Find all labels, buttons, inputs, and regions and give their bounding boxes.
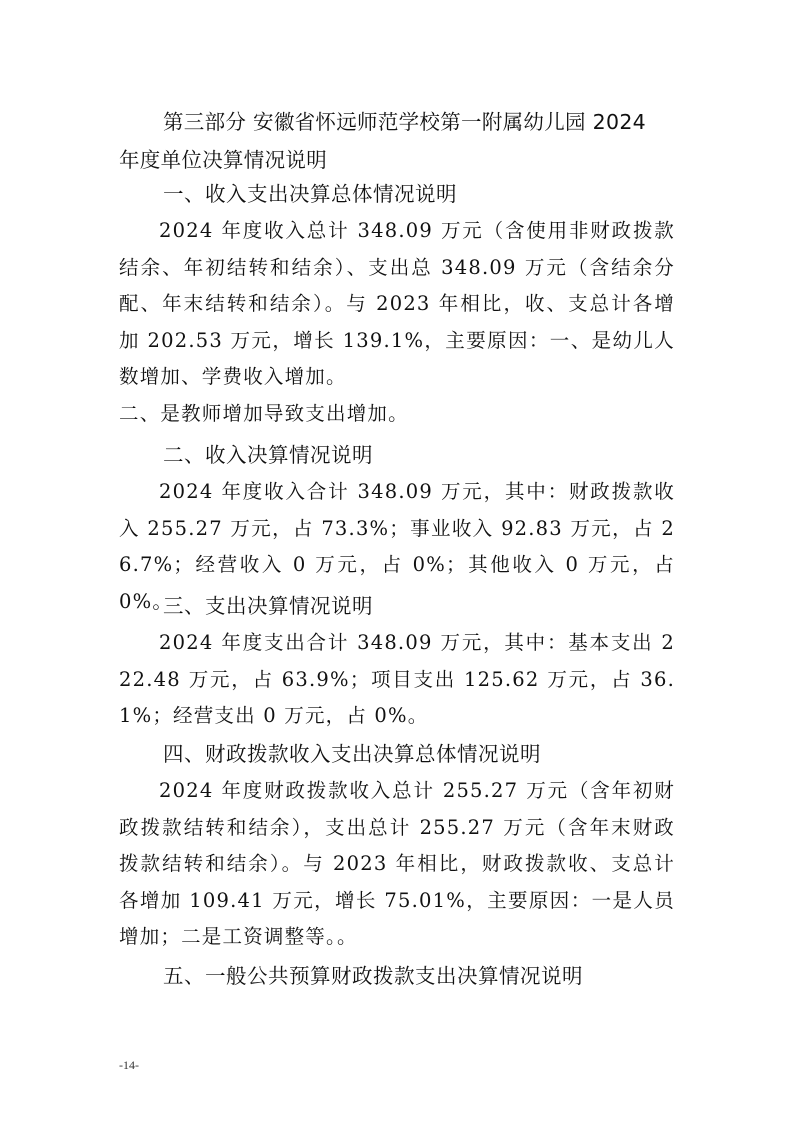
section-3-paragraph: 2024 年度支出合计 348.09 万元，其中：基本支出 222.48 万元，占 63.9%；项目支出 125.62 万元，占 36.1%；经营支出 0 万元，占 0%。 (119, 631, 675, 727)
page-number: -14- (119, 1058, 139, 1072)
title-line-1: 第三部分 安徽省怀远师范学校第一附属幼儿园 2024 (163, 110, 647, 134)
section-5-heading: 五、一般公共预算财政拨款支出决算情况说明 (163, 964, 583, 988)
section-4-heading: 四、财政拨款收入支出决算总体情况说明 (163, 742, 541, 766)
section-2-heading: 二、收入决算情况说明 (163, 443, 373, 467)
section-1-paragraph-continued: 二、是教师增加导致支出增加。 (119, 402, 409, 425)
section-2-paragraph: 2024 年度收入合计 348.09 万元，其中：财政拨款收入 255.27 万元，占 73.3%；事业收入 92.83 万元，占 26.7%；经营收入 0 万元，占 0%；其他收入 0 万元，占 0%。 (119, 480, 675, 613)
section-4-paragraph: 2024 年度财政拨款收入总计 255.27 万元（含年初财政拨款结转和结余），支出总计 255.27 万元（含年末财政拨款结转和结余）。与 2023 年相比，财政拨款收、支总计各增加 109.41 万元，增长 75.01%，主要原因：一是人员增加；二是工资调整等。。 (119, 779, 675, 948)
title-line-2: 年度单位决算情况说明 (119, 148, 327, 172)
section-1-paragraph: 2024 年度收入总计 348.09 万元（含使用非财政拨款结余、年初结转和结余）、支出总 348.09 万元（含结余分配、年末结转和结余）。与 2023 年相比，收、支总计各增加 202.53 万元，增长 139.1%，主要原因：一、是幼儿人数增加、学费收入增加。 (119, 219, 675, 388)
document-title (119, 103, 679, 179)
section-1-heading: 一、收入支出决算总体情况说明 (163, 182, 457, 206)
section-3-heading: 三、支出决算情况说明 (163, 594, 373, 618)
